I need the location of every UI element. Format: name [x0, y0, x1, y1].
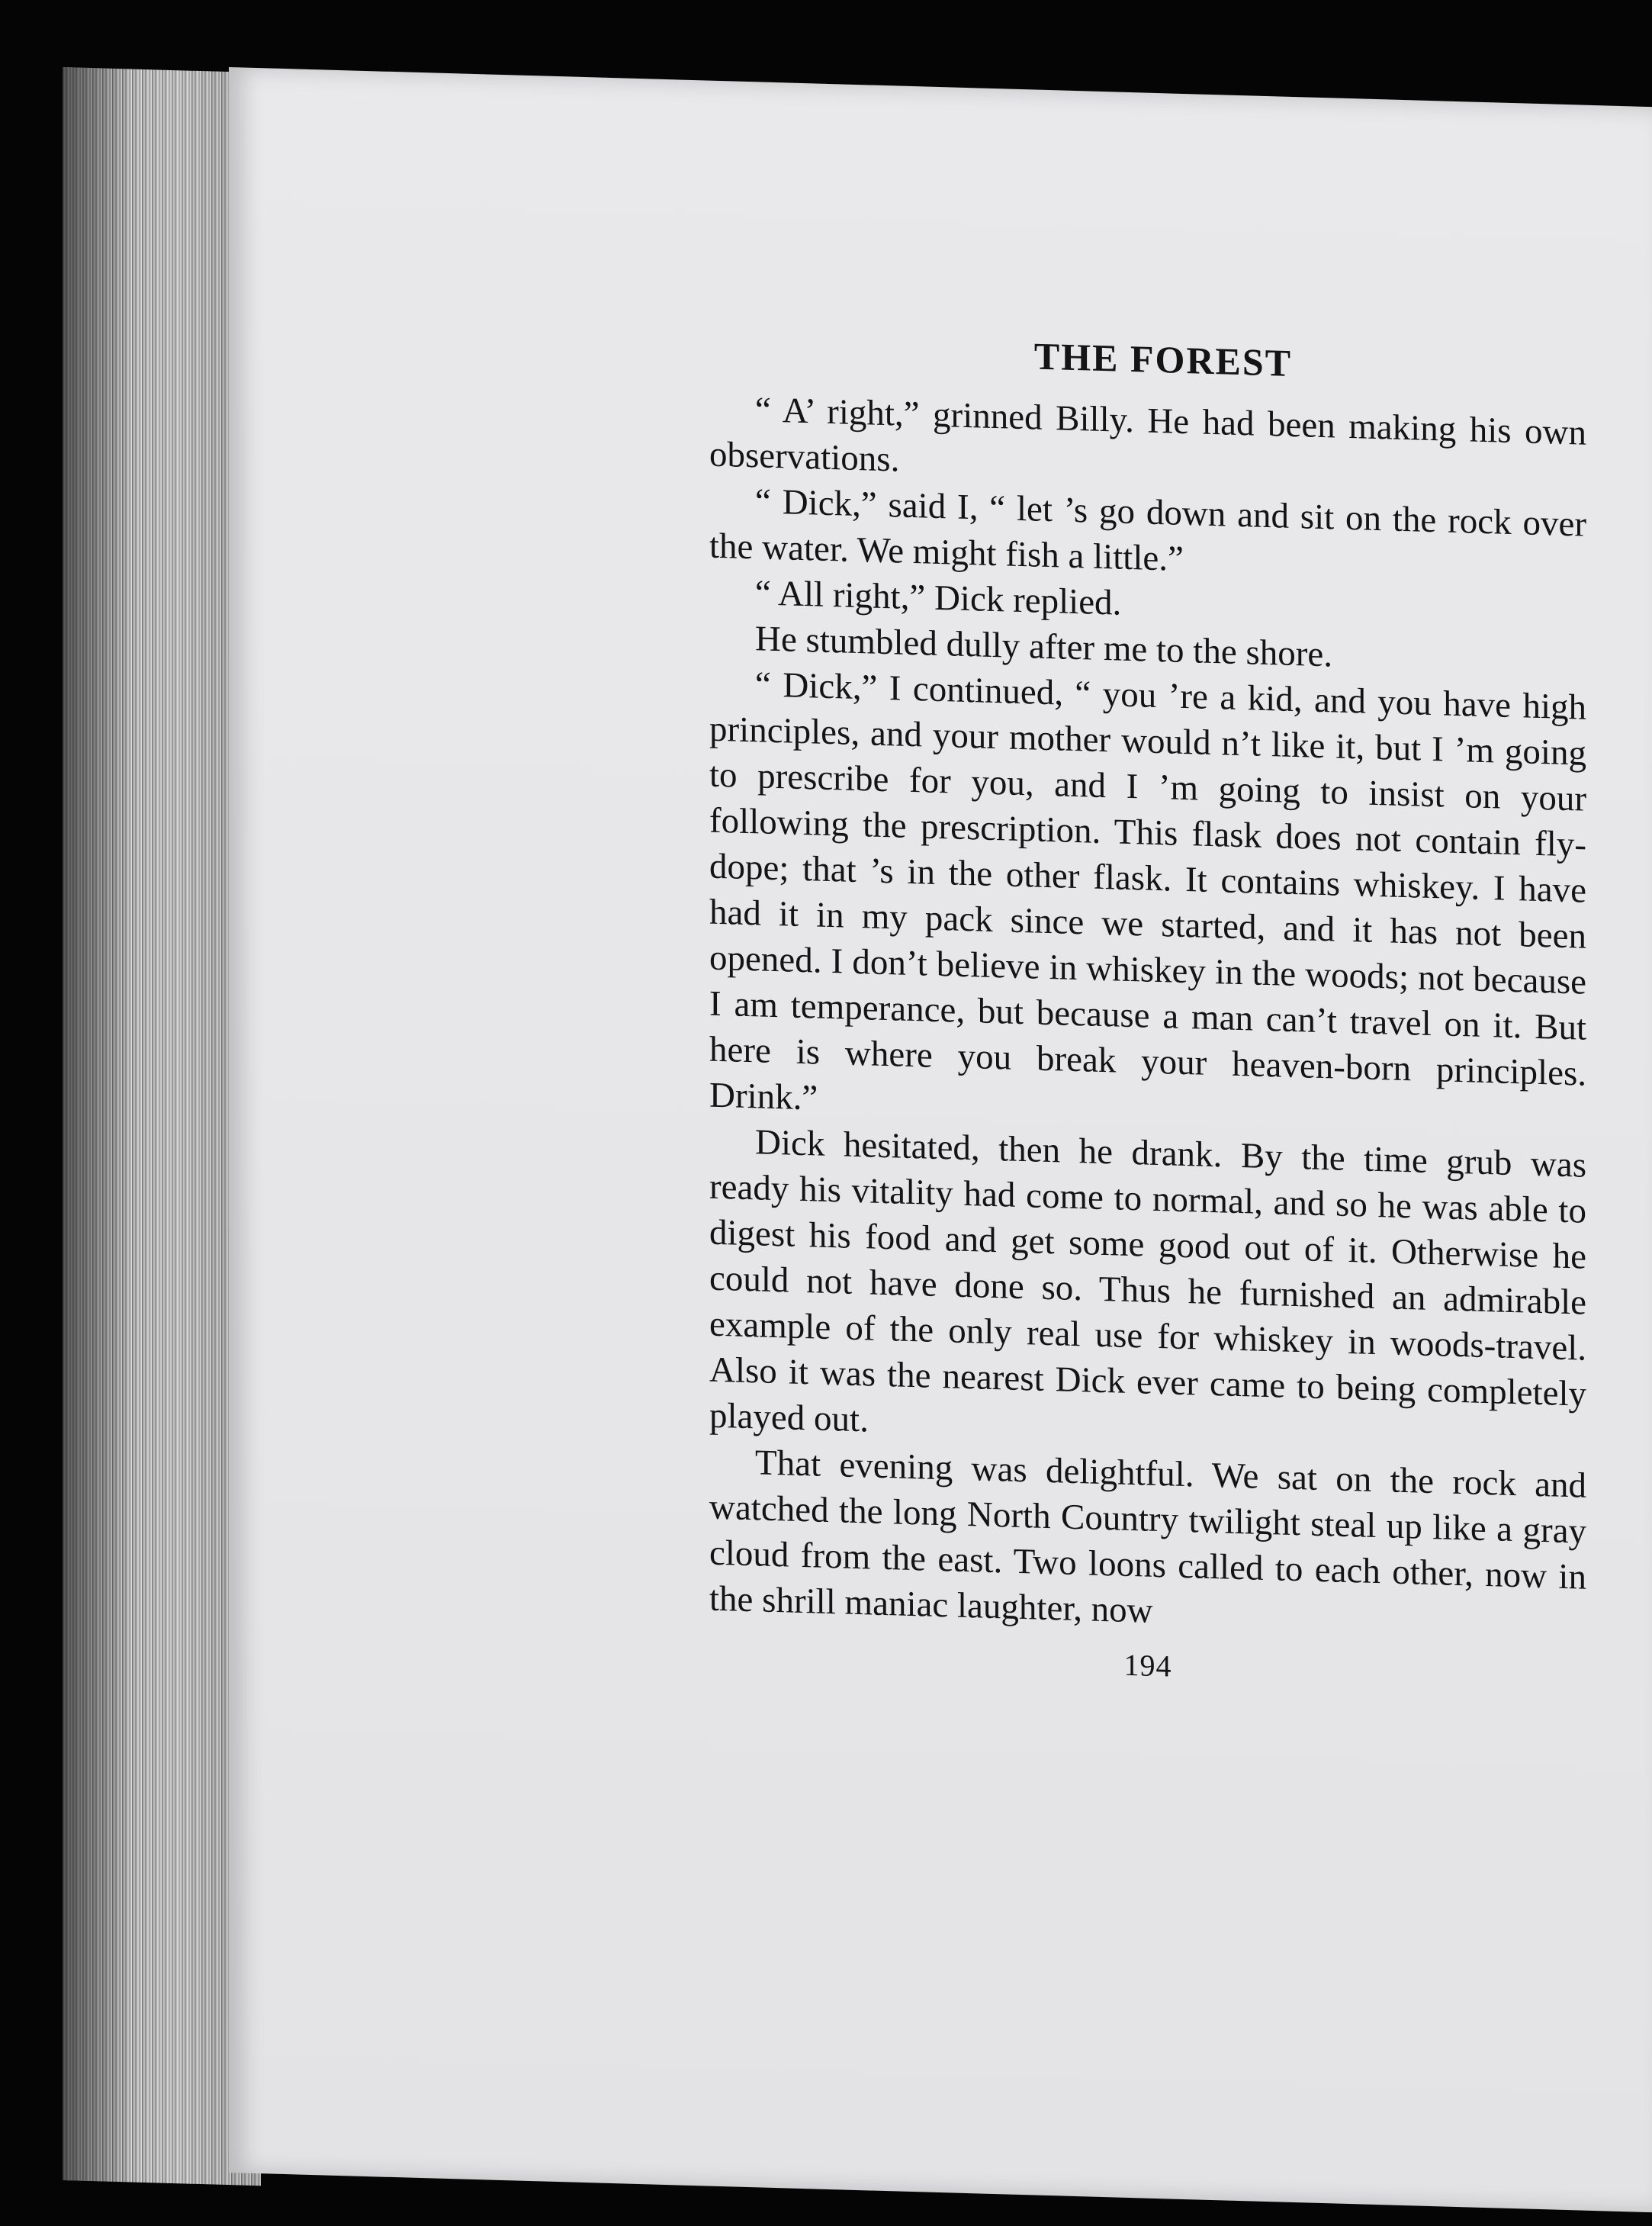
paragraph: “ All right,” Dick replied.	[755, 573, 1122, 623]
running-head: THE FOREST	[1033, 334, 1293, 384]
paragraph: “ Dick,” said I, “ let ’s go down and sit on the rock over the water. We might fish a little.”	[709, 481, 1586, 579]
paragraph: Dick hesitated, then he drank. By the time grub was ready his vitality had come to normal, and so he was able to digest his food and get some good out of it. Otherwise he could not have done so. Thus he furnished an admirable example of the only real use for whiskey in woods-travel. Also it was the nearest Dick ever came to being completely played out.	[709, 1122, 1586, 1440]
paragraph: “ A’ right,” grinned Billy. He had been making his own observations.	[709, 390, 1586, 480]
book-page	[229, 67, 1652, 2212]
paragraph: He stumbled dully after me to the shore.	[755, 619, 1333, 675]
text-block	[709, 325, 1586, 1696]
paragraph: That evening was delightful. We sat on the rock and watched the long North Country twilight steal up like a gray cloud from the east. Two loons called to each other, now in the shrill maniac laughter, now	[709, 1443, 1586, 1631]
page-number: 194	[1123, 1647, 1172, 1684]
paragraph: “ Dick,” I continued, “ you ’re a kid, and you have high principles, and your mother would n’t like it, but I ’m going to prescribe for you, and I ’m going to insist on your following the prescription. This flask does not contain fly-dope; that ’s in the other flask. It contains whiskey. I have had it in my pack since we started, and it has not been opened. I don’t believe in whiskey in the woods; not because I am temperance, but because a man can’t travel on it. But here is where you break your heaven-born principles. Drink.”	[709, 664, 1586, 1118]
